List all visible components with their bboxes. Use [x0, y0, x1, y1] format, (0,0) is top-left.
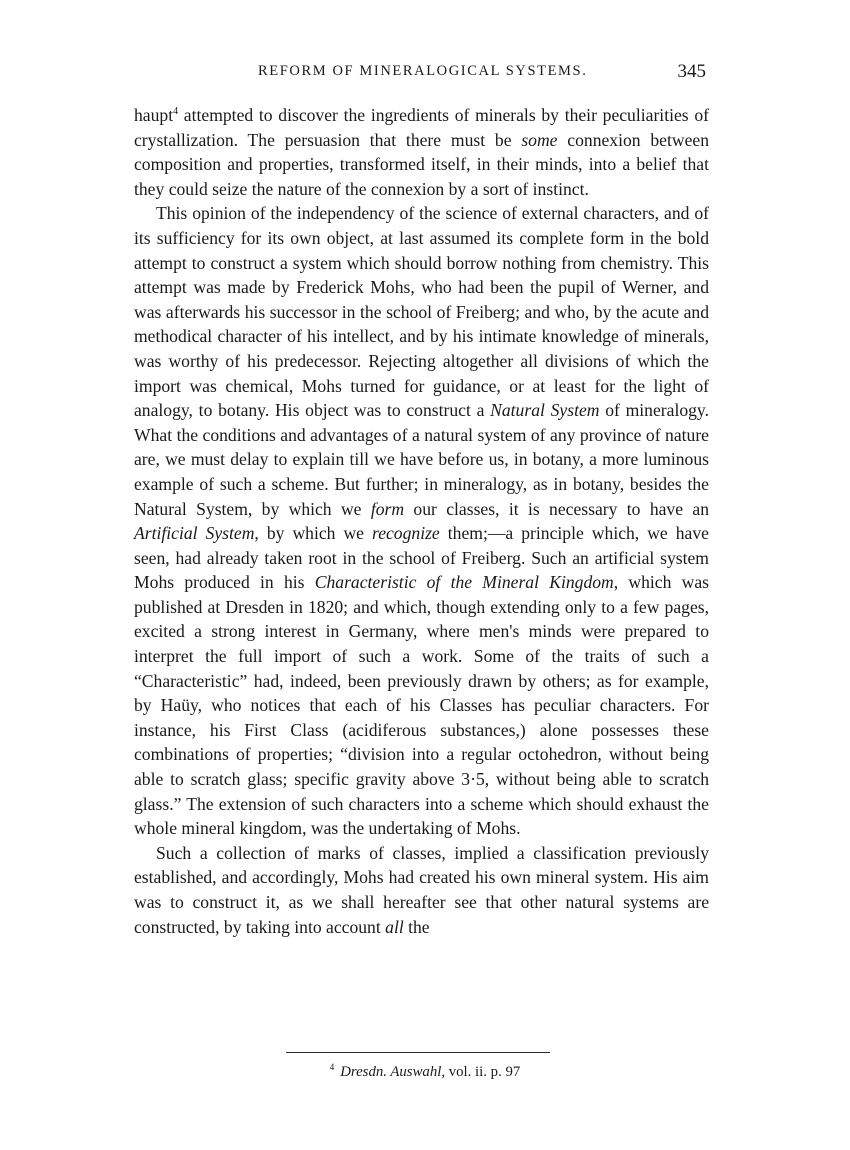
p2-text-6: , which was published at Dresden in 1820; and which, though extending only to a few pages, excited a strong interest in Germany, where men's minds were prepared to interpret the full import of such a work. Some of the traits of such a “Characteristic” had, indeed, been previously drawn by others; as for example, by Haüy, who notices that each of his Classes has peculiar characters. For instance, his First Class (acidiferous substances,) alone possesses these combinations of properties; “division into a regular octohedron, without being able to scratch glass; specific gravity above 3·5, without being able to scratch glass.” The extension of such characters into a scheme which should exhaust the whole mineral kingdom, was the undertaking of Mohs.: [134, 572, 709, 839]
footnote-reference: 4: [173, 106, 179, 117]
p1-text-3: connexion between composition and properties, transformed itself, in their minds, into a belief that they could seize the nature of the connexion by a sort of instinct.: [134, 129, 710, 199]
p2-text-5: them;—a principle which, we have seen, had already taken root in the school of Freiberg. Such an artificial system Mohs produced in his: [134, 523, 709, 593]
paragraph-3: [134, 841, 709, 939]
p2-book-title: Characteristic of the Mineral Kingdom: [314, 572, 614, 593]
p1-text-2: attempted to discover the ingredients of minerals by their peculiarities of crystallization. The persuasion that there must be: [134, 105, 709, 150]
running-title: REFORM OF MINERALOGICAL SYSTEMS.: [258, 63, 588, 79]
p2-emphasis-recognize: recognize: [372, 523, 440, 544]
p2-emphasis-form: form: [370, 498, 405, 519]
footnote-rule: [286, 1052, 550, 1053]
p2-text-4: , by which we: [254, 523, 372, 544]
p1-text-1: haupt: [134, 105, 174, 125]
p2-emphasis-natural-system: Natural System: [490, 400, 600, 421]
footnote: [0, 1062, 850, 1081]
p3-emphasis-all: all: [385, 916, 404, 937]
running-head: [134, 61, 712, 85]
p2-text-3: our classes, it is necessary to have an: [404, 498, 709, 519]
p2-text-1: This opinion of the independency of the science of external characters, and of its sufficiency for its own object, at last assumed its complete form in the bold attempt to construct a system which should borrow nothing from chemistry. This attempt was made by Frederick Mohs, who had been the pupil of Werner, and was afterwards his successor in the school of Freiberg; and who, by the acute and methodical character of his intellect, and by his intimate knowledge of minerals, was worthy of his predecessor. Rejecting altogether all divisions of which the import was chemical, Mohs turned for guidance, or at least for the light of analogy, to botany. His object was to construct a: [134, 203, 709, 421]
p3-text-2: the: [403, 916, 430, 937]
p2-emphasis-artificial-system: Artificial System: [134, 523, 255, 544]
paragraph-2: [134, 201, 709, 840]
p2-text-2: of mineralogy. What the conditions and advantages of a natural system of any province of nature are, we must delay to explain till we have before us, in botany, a more luminous example of such a scheme. But further; in mineralogy, as in botany, besides the Natural System, by which we: [134, 400, 709, 519]
p1-emphasis-some: some: [521, 129, 558, 150]
footnote-source: Dresdn. Auswahl,: [340, 1064, 446, 1080]
p3-text-1: Such a collection of marks of classes, implied a classification previously established, and accordingly, Mohs had created his own mineral system. His aim was to construct it, as we shall hereafter see that other natural systems are constructed, by taking into account: [134, 842, 709, 937]
footnote-location: vol. ii. p. 97: [445, 1064, 521, 1080]
paragraph-1: [134, 100, 709, 201]
body-text: [134, 100, 709, 939]
page-number: 345: [677, 61, 706, 82]
footnote-mark: 4: [329, 1062, 335, 1072]
